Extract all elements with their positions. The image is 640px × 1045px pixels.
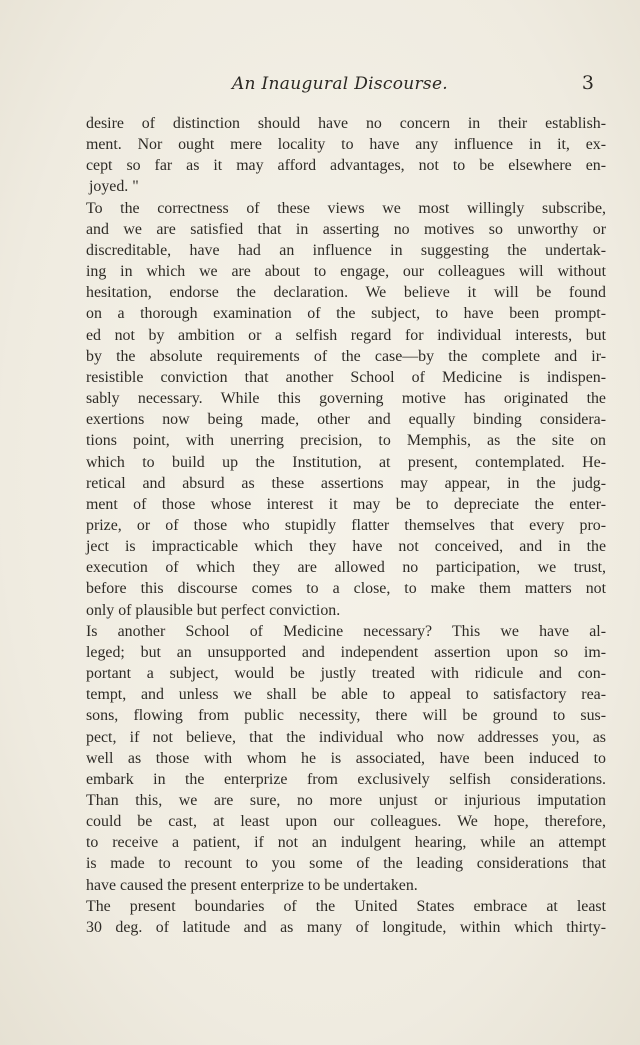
text-line: 30 deg. of latitude and as many of longitude, within which thirty-	[86, 918, 606, 936]
text-line: prize, or of those who stupidly flatter themselves that every pro-	[86, 516, 606, 534]
text-line: on a thorough examination of the subject, to have been prompt-	[86, 305, 606, 323]
text-line: resistible conviction that another School of Medicine is indispen-	[86, 368, 606, 386]
text-line: well as those with whom he is associated, have been induced to	[86, 749, 606, 767]
text-line: and we are satisfied that in asserting no motives so unworthy or	[86, 220, 606, 238]
text-line: is made to recount to you some of the leading considerations that	[86, 855, 606, 873]
text-line: which to build up the Institution, at present, contemplated. He-	[86, 453, 606, 471]
text-line: Is another School of Medicine necessary? This we have al-	[86, 622, 606, 640]
text-line: ing in which we are about to engage, our colleagues will without	[86, 263, 606, 281]
text-line: pect, if not believe, that the individual who now addresses you, as	[86, 728, 606, 746]
text-line: ject is impracticable which they have not conceived, and in the	[86, 538, 606, 556]
text-line: sons, flowing from public necessity, there will be ground to sus-	[86, 707, 606, 725]
text-line: discreditable, have had an influence in suggesting the undertak-	[86, 241, 606, 259]
text-line: ment. Nor ought mere locality to have any influence in it, ex-	[86, 136, 606, 154]
text-line: Than this, we are sure, no more unjust or injurious imputation	[86, 792, 606, 809]
text-line: tempt, and unless we shall be able to appeal to satisfactory rea-	[86, 686, 606, 704]
text-line: only of plausible but perfect conviction.	[86, 601, 341, 619]
text-line: desire of distinction should have no concern in their establish-	[86, 115, 606, 132]
text-line: by the absolute requirements of the case—by the complete and ir-	[86, 347, 606, 365]
text-line: tions point, with unerring precision, to Memphis, as the site on	[86, 432, 606, 450]
text-line: ment of those whose interest it may be to depreciate the enter-	[86, 495, 606, 513]
text-line: execution of which they are allowed no participation, we trust,	[86, 559, 606, 577]
running-title: An Inaugural Discourse.	[231, 74, 449, 94]
text-line: exertions now being made, other and equally binding considera-	[86, 411, 606, 429]
text-line: sably necessary. While this governing motive has originated the	[86, 390, 606, 408]
text-line: The present boundaries of the United States embrace at least	[86, 897, 606, 915]
text-line: joyed. "	[89, 178, 139, 196]
text-line: could be cast, at least upon our colleagues. We hope, therefore,	[86, 813, 606, 831]
body-text	[86, 113, 606, 938]
page-number: 3	[581, 72, 594, 94]
text-line: hesitation, endorse the declaration. We believe it will be found	[86, 284, 606, 302]
text-line: have caused the present enterprize to be undertaken.	[86, 876, 418, 894]
text-line: cept so far as it may afford advantages, not to be elsewhere en-	[86, 157, 606, 175]
text-line: To the correctness of these views we most willingly subscribe,	[86, 199, 606, 217]
text-line: leged; but an unsupported and independent assertion upon so im-	[86, 643, 606, 661]
text-line: embark in the enterprize from exclusively selfish considerations.	[86, 770, 606, 788]
text-line: before this discourse comes to a close, to make them matters not	[86, 580, 606, 598]
text-line: to receive a patient, if not an indulgent hearing, while an attempt	[86, 834, 606, 852]
text-line: retical and absurd as these assertions may appear, in the judg-	[86, 474, 606, 492]
text-line: portant a subject, would be justly treated with ridicule and con-	[86, 665, 606, 683]
text-line: ed not by ambition or a selfish regard for individual interests, but	[86, 326, 606, 344]
page-header	[86, 74, 594, 98]
